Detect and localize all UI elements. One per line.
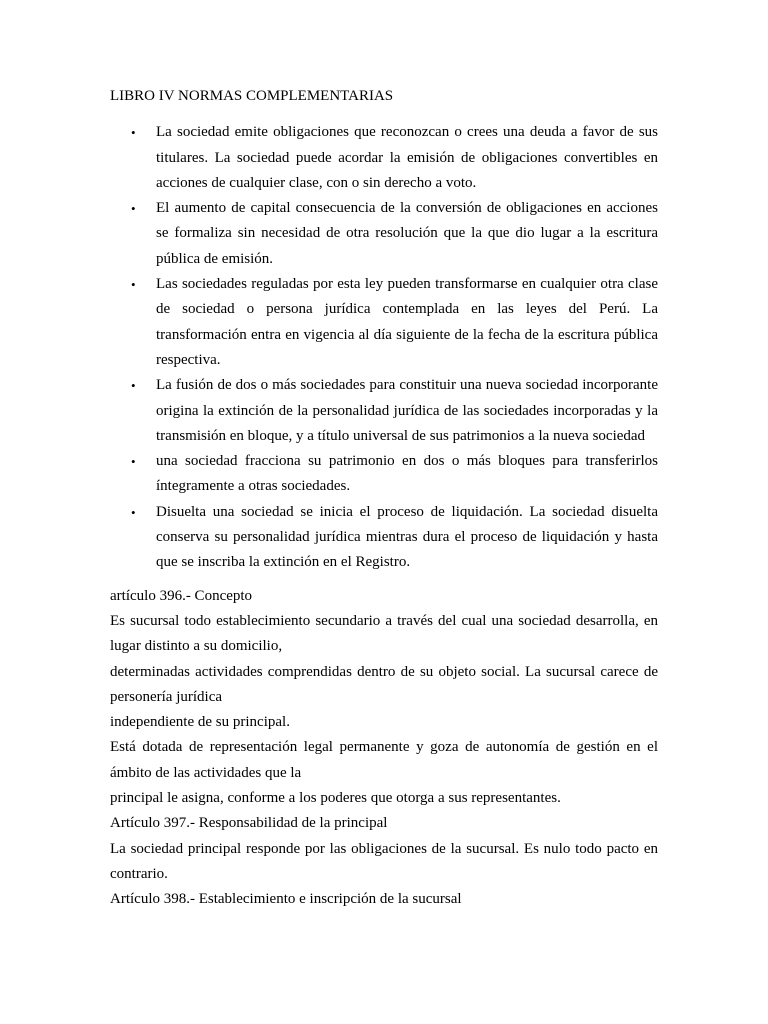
article-396-title: artículo 396.- Concepto <box>110 587 253 604</box>
bullet-glyph: • <box>131 378 136 394</box>
bullet-item <box>110 196 658 272</box>
bullet-item <box>110 500 658 576</box>
article-398-title: Artículo 398.- Establecimiento e inscripción de la sucursal <box>110 891 462 908</box>
body-paragraph: principal le asigna, conforme a los poderes que otorga a sus representantes. <box>110 790 561 807</box>
bullet-text: La sociedad emite obligaciones que reconozcan o crees una deuda a favor de sus titulares. La sociedad puede acordar la emisión de obligaciones convertibles en acciones de cualquier clase, con o sin derecho a voto. <box>156 124 658 191</box>
section-heading: LIBRO IV NORMAS COMPLEMENTARIAS <box>110 88 394 104</box>
body-paragraph: Es sucursal todo establecimiento secundario a través del cual una sociedad desarrolla, en lugar distinto a su domicilio, <box>110 612 658 655</box>
bullet-text: Disuelta una sociedad se inicia el proceso de liquidación. La sociedad disuelta conserva su personalidad jurídica mientras dura el proceso de liquidación y hasta que se inscriba la extinción en el Registro. <box>156 503 658 571</box>
bullet-text: La fusión de dos o más sociedades para constituir una nueva sociedad incorporante origina la extinción de la personalidad jurídica de las sociedades incorporadas y la transmisión en bloque, y a título universal de sus patrimonios a la nueva sociedad <box>156 377 658 444</box>
body-paragraph: Está dotada de representación legal permanente y goza de autonomía de gestión en el ámbito de las actividades que la <box>110 739 658 781</box>
bullet-glyph: • <box>131 454 136 470</box>
articles-section <box>110 584 658 913</box>
bullet-list <box>110 120 658 575</box>
bullet-item <box>110 449 658 500</box>
bullet-glyph: • <box>131 125 136 141</box>
article-397-title: Artículo 397.- Responsabilidad de la principal <box>110 815 388 832</box>
bullet-item <box>110 272 658 373</box>
bullet-text: El aumento de capital consecuencia de la conversión de obligaciones en acciones se formaliza sin necesidad de otra resolución que la que dio lugar a la escritura pública de emisión. <box>156 200 658 267</box>
body-paragraph: determinadas actividades comprendidas dentro de su objeto social. La sucursal carece de personería jurídica <box>110 663 658 705</box>
body-paragraph: independiente de su principal. <box>110 714 290 731</box>
bullet-text: una sociedad fracciona su patrimonio en dos o más bloques para transferirlos íntegramente a otras sociedades. <box>156 453 658 495</box>
bullet-glyph: • <box>131 504 136 520</box>
bullet-glyph: • <box>131 277 136 293</box>
bullet-item <box>110 373 658 449</box>
body-paragraph: La sociedad principal responde por las obligaciones de la sucursal. Es nulo todo pacto en contrario. <box>110 840 658 882</box>
bullet-item <box>110 120 658 196</box>
bullet-glyph: • <box>131 201 136 217</box>
bullet-text: Las sociedades reguladas por esta ley pueden transformarse en cualquier otra clase de sociedad o persona jurídica contemplada en las leyes del Perú. La transformación entra en vigencia al día siguiente de la fecha de la escritura pública respectiva. <box>156 276 658 368</box>
